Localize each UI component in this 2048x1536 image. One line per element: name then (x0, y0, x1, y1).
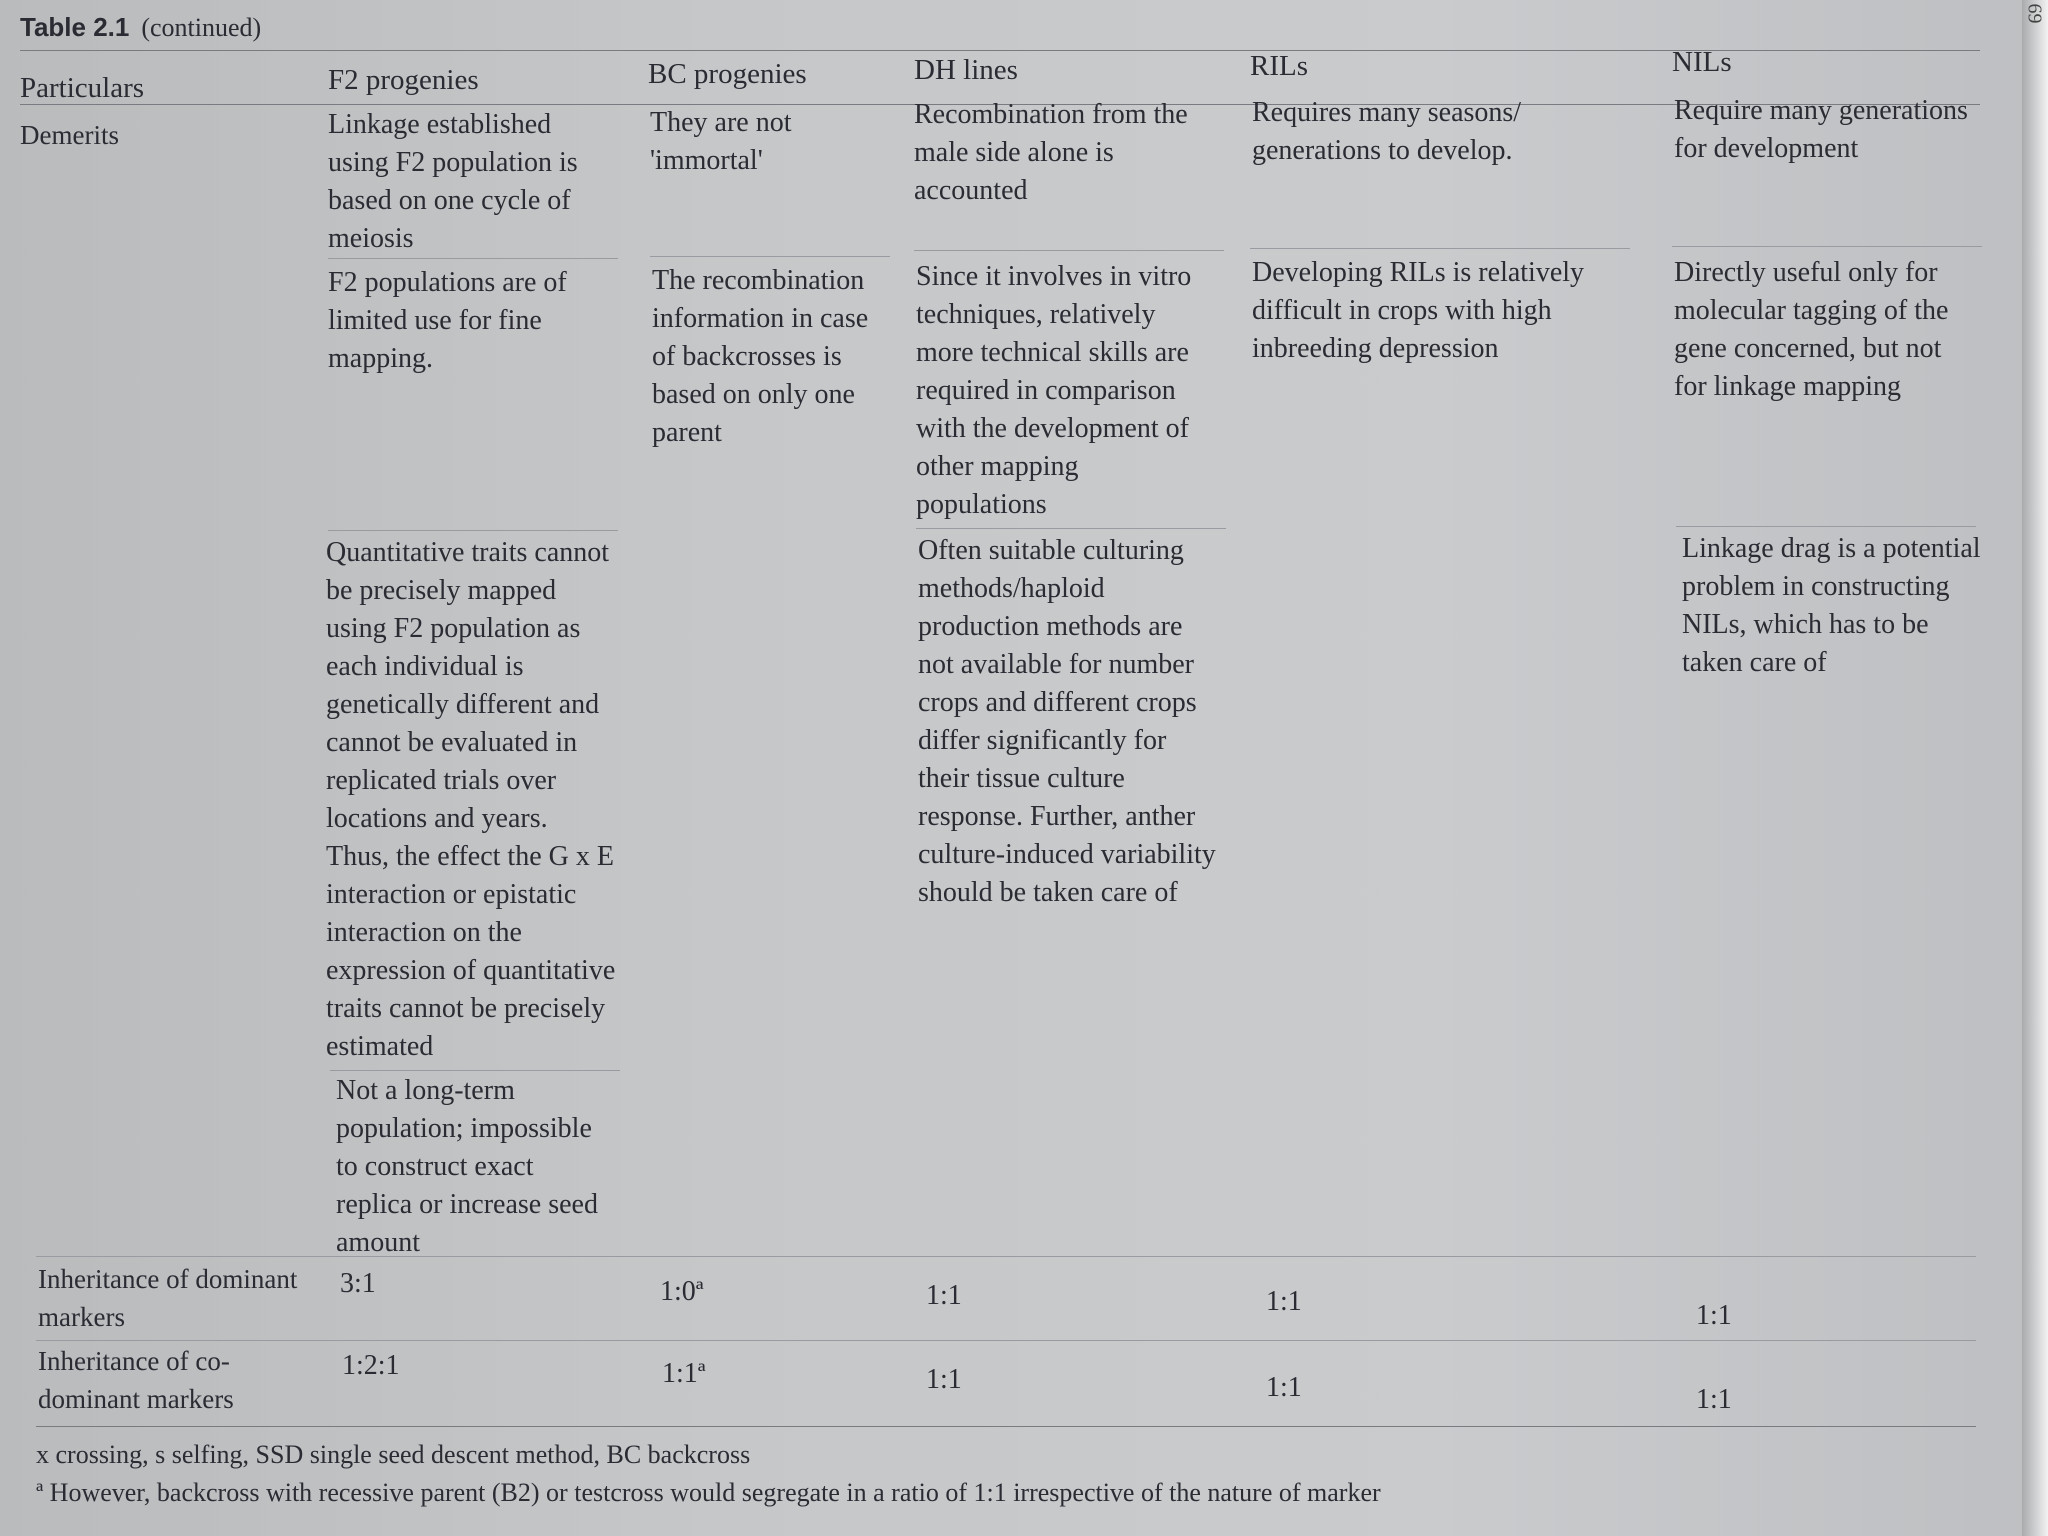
f2-demerit-divider-3 (330, 1070, 620, 1071)
dominant-dh: 1:1 (926, 1280, 962, 1311)
codominant-f2: 1:2:1 (342, 1350, 400, 1381)
header-nils: NILs (1672, 46, 1732, 78)
row-label-demerits: Demerits (20, 120, 119, 150)
codominant-rule (36, 1340, 1976, 1341)
dominant-rils: 1:1 (1266, 1286, 1302, 1317)
nils-demerit-2: Directly useful only for molecular tagging of the gene concerned, but not for linkage mapping (1674, 257, 1949, 402)
header-particulars: Particulars (20, 72, 145, 104)
page-edge (2022, 0, 2048, 1536)
nils-demerit-divider-2 (1676, 526, 1976, 527)
header-rils: RILs (1250, 50, 1308, 82)
header-dh-lines: DH lines (914, 54, 1018, 86)
bc-demerit-1: They are not 'immortal' (650, 107, 792, 176)
dominant-rule (36, 1256, 1976, 1257)
codominant-rils: 1:1 (1266, 1372, 1302, 1403)
dh-demerit-3: Often suitable culturing methods/haploid production methods are not available for number crops and different crops differ significantly for their tissue culture response. Further, anther culture-induced variability should be taken care of (918, 535, 1216, 908)
rils-demerit-1: Requires many seasons/ generations to develop. (1252, 97, 1522, 166)
nils-demerit-3: Linkage drag is a potential problem in constructing NILs, which has to be taken care of (1682, 533, 1981, 678)
dominant-f2: 3:1 (340, 1268, 376, 1299)
rils-demerit-2: Developing RILs is relatively difficult in crops with high inbreeding depression (1252, 257, 1585, 364)
codominant-nils: 1:1 (1696, 1384, 1732, 1415)
header-bc-progenies: BC progenies (648, 58, 807, 90)
codominant-bc: 1:1ª (662, 1358, 706, 1389)
dh-demerit-2: Since it involves in vitro techniques, relatively more technical skills are required in comparison with the development of other mapping populations (916, 261, 1192, 520)
page-number: 69 (2023, 3, 2046, 24)
footnote-note: ª However, backcross with recessive parent (B2) or testcross would segregate in a ratio of 1:1 irrespective of the nature of marker (36, 1478, 1381, 1507)
f2-demerit-4: Not a long-term population; impossible to construct exact replica or increase seed amount (336, 1075, 598, 1258)
dominant-bc: 1:0ª (660, 1276, 704, 1307)
f2-demerit-2: F2 populations are of limited use for fine mapping. (328, 267, 567, 374)
nils-demerit-1: Require many generations for development (1674, 95, 1968, 164)
f2-demerit-3: Quantitative traits cannot be precisely mapped using F2 population as each individual is genetically different and cannot be evaluated in replicated trials over locations and years. Thus, the effect the G x E interaction or epistatic interaction on the expression of quantitative traits cannot be precisely estimated (326, 537, 616, 1062)
row-label-dominant: Inheritance of dominant markers (38, 1264, 298, 1332)
table-label: Table 2.1 (20, 12, 130, 42)
dh-demerit-divider-1 (914, 250, 1224, 251)
rils-demerit-divider-1 (1250, 248, 1630, 249)
codominant-dh: 1:1 (926, 1364, 962, 1395)
table-continued: (continued) (141, 13, 262, 42)
f2-demerit-divider-2 (328, 530, 618, 531)
dominant-nils: 1:1 (1696, 1300, 1732, 1331)
bc-demerit-2: The recombination information in case of backcrosses is based on only one parent (652, 265, 869, 448)
row-label-codominant: Inheritance of co-dominant markers (38, 1346, 234, 1414)
bc-demerit-divider-1 (650, 256, 890, 257)
header-f2-progenies: F2 progenies (328, 64, 479, 96)
bottom-rule (36, 1426, 1976, 1427)
table-caption (20, 12, 261, 43)
f2-demerit-divider-1 (328, 258, 618, 259)
f2-demerit-1: Linkage established using F2 population is based on one cycle of meiosis (328, 109, 578, 254)
nils-demerit-divider-1 (1672, 246, 1982, 247)
footnote-abbreviations: x crossing, s selfing, SSD single seed descent method, BC backcross (36, 1440, 751, 1469)
dh-demerit-divider-2 (916, 528, 1226, 529)
dh-demerit-1: Recombination from the male side alone is accounted (914, 99, 1188, 206)
